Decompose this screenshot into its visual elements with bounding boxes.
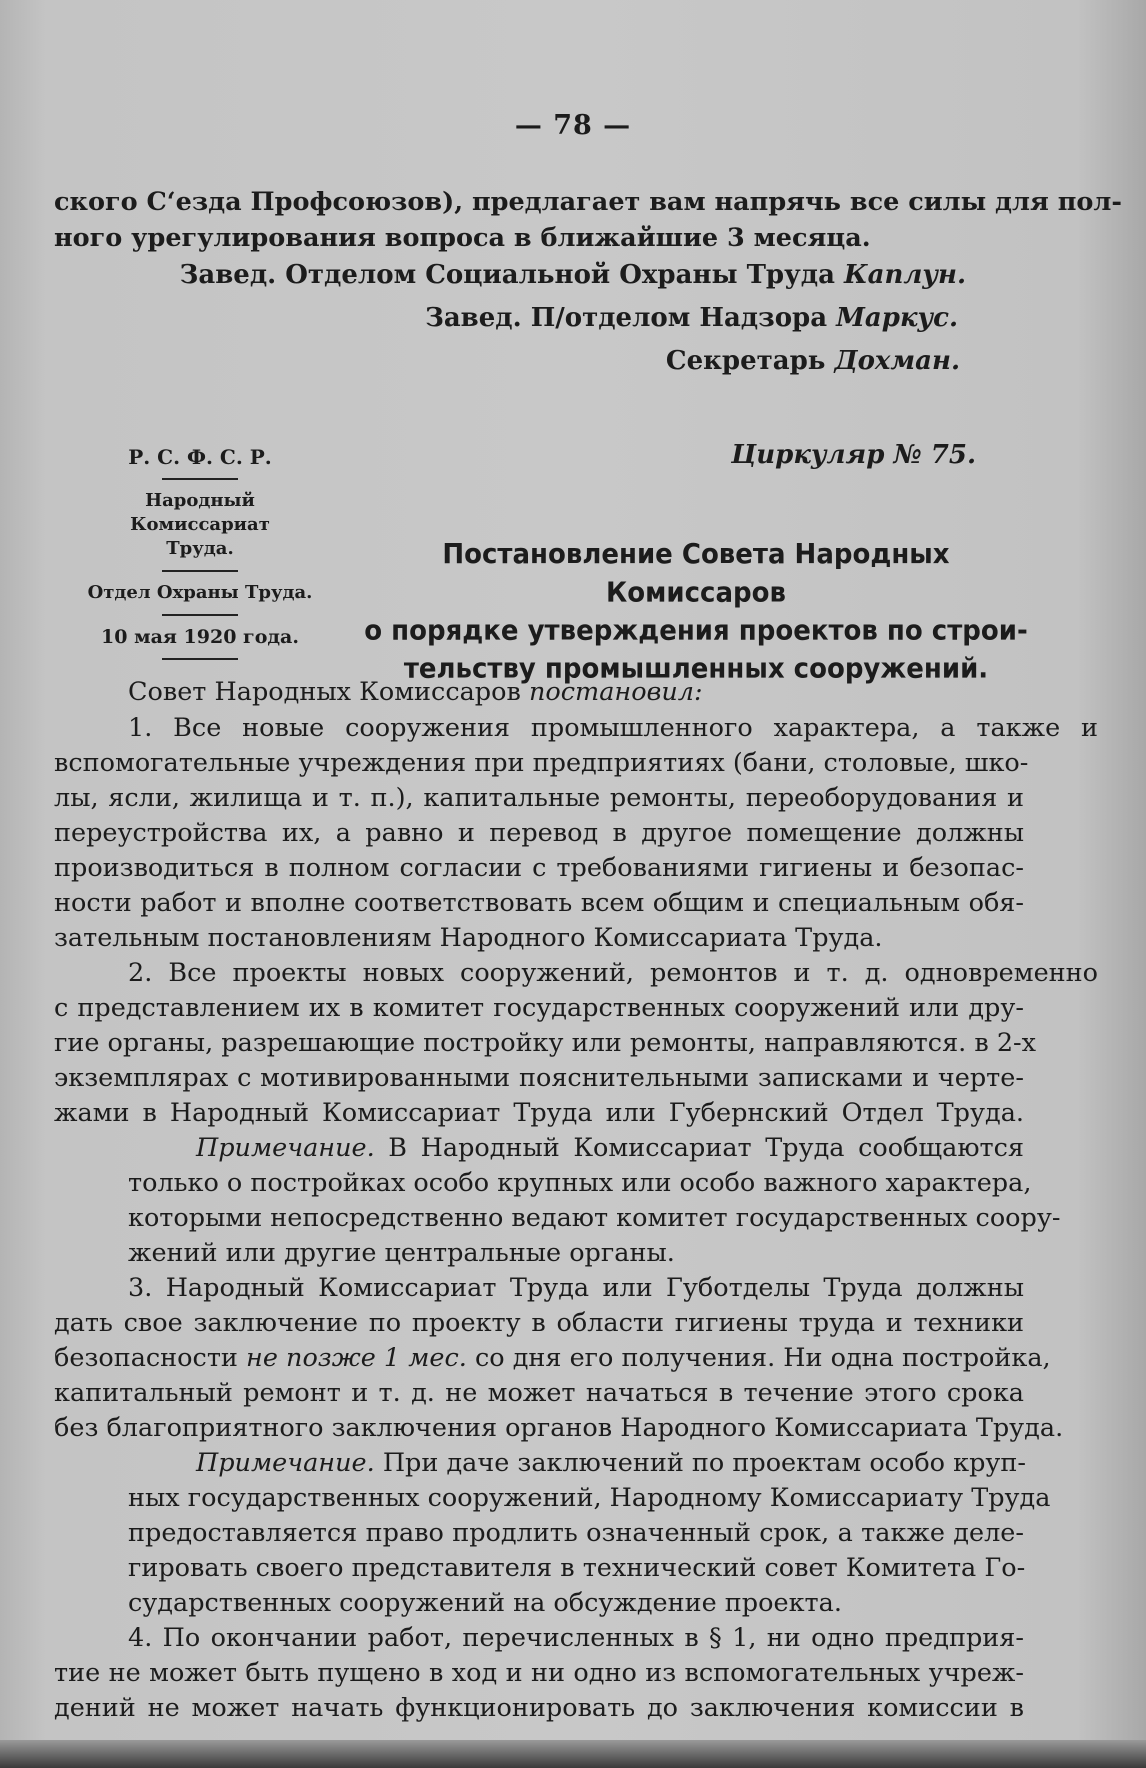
text-line: производиться в полном согласии с требованиями гигиены и безопас- [54,853,1024,883]
divider [162,614,238,616]
divider [162,658,238,660]
note-line: сударственных сооружений на обсуждение проекта. [128,1588,842,1618]
intro-emphasis: постановил: [528,677,703,707]
circular-number: Циркуляр № 75. [731,440,976,470]
text-line [54,1341,1051,1375]
signature-title: Завед. Отделом Социальной Охраны Труда [179,260,835,290]
republic-label: Р. С. Ф. С. Р. [128,445,272,469]
document-header [54,445,346,669]
title-line: о порядке утверждения проектов по строи- [364,615,1028,647]
text-line: экземплярах с мотивированными пояснительными записками и черте- [54,1063,1024,1093]
text-emphasis: не позже 1 мес. [246,1343,467,1373]
scan-edge-shadow [0,1740,1146,1768]
text-line: вспомогательные учреждения при предприятиях (бани, столовые, шко- [54,748,1029,778]
title-line: Постановление Совета Народных Комиссаров [442,538,950,609]
signature-name: Дохман. [834,346,960,376]
text-line: 3. Народный Комиссариат Труда или Губотделы Труда должны [128,1273,1024,1303]
note-text: В Народный Комиссариат Труда сообщаются [388,1133,1024,1163]
signature-name: Каплун. [844,260,966,290]
text-line: зательным постановлениям Народного Комиссариата Труда. [54,923,883,953]
text-line: дать свое заключение по проекту в области гигиены труда и техники [54,1308,1024,1338]
text-line: тие не может быть пущено в ход и ни одно из вспомогательных учреж- [54,1658,1024,1688]
note-text: При даче заключений по проектам особо круп- [382,1448,1027,1478]
department-label: Отдел Охраны Труда. [87,582,313,603]
text-segment: со дня его получения. Ни одна постройка, [474,1343,1051,1373]
text-line: дений не может начать функционировать до заключения комиссии в [54,1693,1024,1723]
note-line: жений или другие центральные органы. [128,1238,675,1268]
note-line [54,1131,1024,1165]
note-label: Примечание. [196,1133,375,1163]
intro-line [54,675,1098,709]
note-line: только о постройках особо крупных или особо важного характера, [128,1168,1032,1198]
signature-line [425,303,958,333]
note-line: которыми непосредственно ведают комитет государственных соору- [128,1203,1061,1233]
note-label: Примечание. [196,1448,375,1478]
note-line [54,1446,1027,1480]
title-line: тельству промышленных сооружений. [403,653,989,686]
signature-title: Секретарь [665,346,826,376]
text-line: 4. По окончании работ, перечисленных в § 1, ни одно предприя- [128,1623,1024,1653]
text-line: ности работ и вполне соответствовать всем общим и специальным обя- [54,888,1024,918]
text-line: без благоприятного заключения органов Народного Комиссариата Труда. [54,1413,1064,1443]
divider [162,478,238,480]
note-line: ных государственных сооружений, Народному Комиссариату Труда [128,1483,1051,1513]
signature-line [666,346,960,376]
text-line: жами в Народный Комиссариат Труда или Губернский Отдел Труда. [54,1098,1024,1128]
text-line: ского С‘езда Профсоюзов), предлагает вам напрячь все силы для пол- [54,187,1122,217]
divider [162,570,238,572]
text-line: капитальный ремонт и т. д. не может начаться в течение этого срока [54,1378,1024,1408]
commissariat-label: Народный Комиссариат Труда. [130,490,270,559]
signature-line [180,260,966,290]
intro-text: Совет Народных Комиссаров [128,677,521,707]
text-line: 1. Все новые сооружения промышленного характера, а также и [128,713,1098,743]
signature-title: Завед. П/отделом Надзора [425,303,828,333]
text-segment: безопасности [54,1343,238,1373]
text-line: с представлением их в комитет государственных сооружений или дру- [54,993,1024,1023]
note-line: гировать своего представителя в технический совет Комитета Го- [128,1553,1026,1583]
note-line: предоставляется право продлить означенный срок, а также деле- [128,1518,1024,1548]
text-line: гие органы, разрешающие постройку или ремонты, направляются. в 2-х [54,1028,1037,1058]
text-line: ного урегулирования вопроса в ближайшие 3 месяца. [54,223,871,253]
text-line: лы, ясли, жилища и т. п.), капитальные ремонты, переоборудования и [54,783,1024,813]
text-line: 2. Все проекты новых сооружений, ремонтов и т. д. одновременно [128,958,1098,988]
page-number: — 78 — [514,110,632,141]
document-title [364,536,1028,689]
text-line: переустройства их, а равно и перевод в другое помещение должны [54,818,1024,848]
signature-name: Маркус. [836,303,958,333]
date-label: 10 мая 1920 года. [101,626,299,648]
